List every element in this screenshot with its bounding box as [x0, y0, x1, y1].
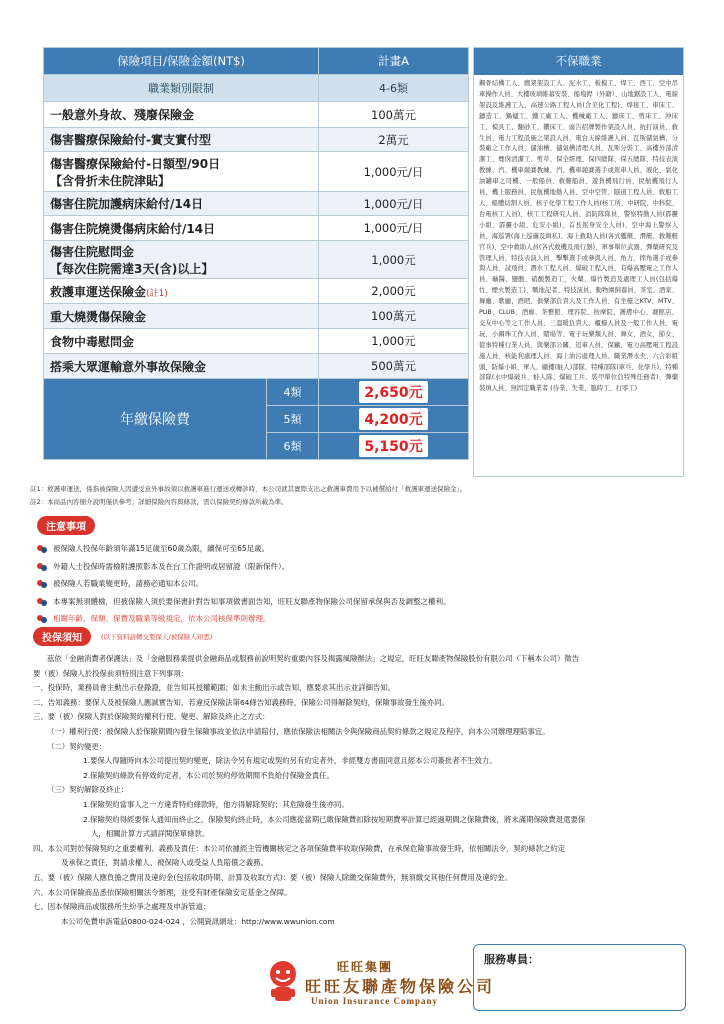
table-row — [44, 128, 469, 152]
instruction-line: 1.要保人得隨時向本公司提出契約變更，除法令另有規定或契約另有約定者外，非經雙方書面同意且經本公司簽批者不生效力。 — [83, 756, 497, 766]
premium-class: 5類 — [267, 406, 319, 433]
table-row — [44, 304, 469, 329]
service-agent-label: 服務專員： — [484, 953, 539, 966]
class-value: 4-6類 — [319, 75, 469, 102]
company-logo — [263, 958, 496, 1014]
row-amount: 1,000元 — [319, 329, 469, 354]
list-item — [37, 558, 687, 576]
notice-text: 外籍人士投保時需檢附護照影本及在台工作證明或居留證（限新保件）。 — [53, 561, 290, 571]
row-item: 重大燒燙傷保險金 — [44, 304, 319, 329]
footnote-1: 註1：救護車運送，係指被保險人因遭受意外事故須以救護車進行運送或轉診時，本公司就其實際支出之救護車費用予以補償給付「救護車運送保險金」。 — [30, 485, 467, 493]
row-amount: 500萬元 — [319, 354, 469, 379]
row-item: 傷害住院燒燙傷病床給付/14日 — [44, 216, 319, 241]
table-row — [44, 329, 469, 354]
row-item: 食物中毒慰問金 — [44, 329, 319, 354]
premium-label: 年繳保險費 — [44, 379, 267, 460]
instruction-line: 人，相關計算方式請詳閱保單條款。 — [91, 829, 210, 839]
table-row — [44, 354, 469, 379]
row-item — [44, 279, 319, 304]
row-amount: 2,000元 — [319, 279, 469, 304]
row-amount: 100萬元 — [319, 304, 469, 329]
list-item — [37, 593, 687, 611]
row-item: 傷害醫療保險給付-實支實付型 — [44, 128, 319, 152]
instruction-line: 1.保險契約當事人之一方違背特約條款時，他方得解除契約；其危險發生後亦同。 — [83, 799, 349, 809]
service-agent-box — [473, 944, 686, 1011]
premium-value — [319, 406, 469, 433]
instruction-line: （一）權利行使：被保險人於保險期間內發生保險事故並依法申請賠付，應依保險法相關法令與保險商品契約條款之規定及程序，向本公司辦理理賠事宜。 — [47, 726, 550, 736]
premium-value — [319, 379, 469, 406]
premium-class: 4類 — [267, 379, 319, 406]
instruction-line: 四、本公司對於保險契約之重要權利、義務及責任：本公司依據經主管機關核定之各項保險費率收取保險費，在承保危險事故發生時，依相關法令、契約條款之約定 — [33, 843, 566, 853]
premium-value — [319, 433, 469, 460]
logo-company-name: 旺旺友聯產物保險公司 — [305, 977, 496, 996]
list-item — [37, 610, 687, 628]
bullet-icon — [37, 545, 47, 553]
notice-text: 被保險人若職業變更時，請務必通知本公司。 — [53, 579, 203, 588]
instruction-line: 2.保險契約得經要保人通知而終止之，保險契約終止時，本公司應從當期已繳保險費扣除按短期費率計算已經過期間之保險費後，將未滿期保險費退還要保 — [83, 814, 586, 824]
instruction-line: （三）契約解除及終止： — [47, 785, 129, 795]
instruction-line: 2.保險契約條款有停效約定者，本公司於契約停效期間不負給付保險金責任。 — [83, 770, 334, 780]
row-item: 搭乘大眾運輸意外事故保險金 — [44, 354, 319, 379]
notice-text: 相關年齡、保額、保費及職業等級規定，依本公司核保準則辦理。 — [53, 614, 271, 623]
row-item — [44, 241, 319, 279]
instruction-line: 茲依「金融消費者保護法」及「金融服務業提供金融商品或服務前說明契約重要內容及揭露風險辦法」之規定，旺旺友聯產物保險股份有限公司（下稱本公司）徵告 — [47, 654, 580, 663]
instructions-body — [33, 652, 693, 929]
premium-amount: 5,150元 — [359, 435, 427, 457]
notice-title: 注意事項 — [37, 516, 95, 535]
row-amount: 1,000元 — [319, 241, 469, 279]
class-row — [44, 75, 469, 102]
premium-row — [44, 379, 469, 406]
instruction-line: 七、因本保險商品或服務所生紛爭之處理及申訴管道： — [33, 902, 211, 912]
logo-group-name: 旺旺集團 — [337, 960, 394, 974]
list-item — [37, 540, 687, 558]
mascot-icon — [263, 958, 303, 1006]
instruction-line: 一、投保時，業務員會主動出示登錄證，並告知其授權範圍；如未主動出示或告知，應要求其出示並詳細告知。 — [33, 683, 396, 693]
row-item-line2: 【每次住院需達3天(含)以上】 — [50, 261, 214, 276]
table-row — [44, 216, 469, 241]
table-row — [44, 192, 469, 216]
table-row — [44, 102, 469, 128]
notice-text: 本專案無須體檢，但被保險人須於要保書針對告知事項做書面告知，旺旺友聯產物保險公司保留承保與否及調整之權利。 — [53, 596, 451, 606]
row-item: 傷害住院加護病床給付/14日 — [44, 192, 319, 216]
instruction-line: 五、要（被）保險人應負擔之費用及違約金(包括收取時期、計算及收取方式)：要（被）保險人除繳交保險費外，無須繳交其他任何費用及違約金。 — [33, 872, 512, 882]
instruction-line: （二）契約變更： — [47, 741, 107, 751]
table-row — [44, 279, 469, 304]
instruction-line: 二、告知義務：要保人及被保險人應誠實告知，若違反保險法第64條告知義務時，保險公司得解除契約，保險事故發生後亦同。 — [33, 697, 449, 707]
row-amount: 1,000元/日 — [319, 192, 469, 216]
premium-amount: 4,200元 — [359, 408, 427, 430]
coverage-table — [43, 47, 469, 460]
row-amount: 1,000元/日 — [319, 152, 469, 192]
instruction-line: 及承保之責任，對請求權人、被保險人或受益人負賠償之義務。 — [61, 858, 268, 868]
row-item-line2: 【含骨折未住院津貼】 — [50, 173, 171, 188]
bullet-icon — [37, 563, 47, 571]
instruction-line: 三、要（被）保險人對於保險契約權利行使、變更、解除及終止之方式： — [33, 712, 270, 722]
notice-text: 被保險人投保年齡須年滿15足歲至60歲為限，續保可至65足歲。 — [53, 544, 270, 553]
instruction-line: 本公司免費申訴電話0800-024-024 ，公開資訊網址：http://www.wwunion.com — [61, 916, 335, 926]
instructions-title: 投保須知 — [33, 627, 91, 646]
instruction-line: 要（被）保險人於投保前須特別注意下列事項： — [33, 668, 189, 678]
list-item — [37, 575, 687, 593]
excluded-occupations-title: 不保職業 — [474, 48, 683, 75]
instructions-subtitle: (以下資料請轉交要保人/被保險人知悉) — [101, 633, 213, 641]
row-item — [44, 152, 319, 192]
row-amount: 2萬元 — [319, 128, 469, 152]
footnote-2: 註2：本商品內容簡介說明僅供參考；詳細保險內容與條款，需以保險契約條款所載為準。 — [30, 498, 288, 506]
header-item: 保險項目/保險金額(NT$) — [44, 48, 319, 75]
excluded-occupations-text: 鋼骨結構工人、鷹架架設工人、泥水工、板模工、焊工、西工、空中吊車操作人員、大樓玻璃帷幕安裝、船塢銲（外籍）、山地鋸設工人、電線架設及維護工人、高速公路工程人員(含美化工程)、焊接工、車床工、鑄造工、鍋爐工、鐵工廠工人、機械廠工人、鑄床工、剪床工、沖床工、模具工、翻砂工、鑽床工、廣告招牌製作架設人員、抗打演員、救生員、電力工程設施之架設人員、電台天線維護人員、瓦斯儲氣槽、分裝廠之工作人員、儲油槽、儲氣槽清理人員、瓦斯分裝工、高樓外部清潔工、煙囪清潔工、剪草、保全經理、保四總隊、保五總隊、特技表演教練、汽、機車競賽教練、汽、機車競賽選手或駕車人員、液化、氣化油罐車之司機、一般船員、救難船員、遊貨機飛行員、民航機飛行人員、機上服務員、民航機地勤人員、空中空管、隧道工程人員、救船工人、船體切割人員、核子化學工程工作人員(核工所、中研院、中科院、台電核工人員)、核工工程研究人員、消防隊隊員、警察特勤人員(霹靂小組、霹靂小組、危安小組)、首長駕身安全人員)、空中海上警察人員、海巡署(海上巡邏及緝私)、海上救助人員(各式艦艇、潛艇、救難艇官兵)、空中救助人員(各式救機及飛行器)、軍事單位武器、彈藥研究及管理人員、特技表演人員、擊擊選手或參與人員、角力、摔角選手或參與人員、試飛員、潛水工程人員、爆破工程人員、有爆高壓電之工作人員、礦醫、鹽酸、硝酸製造工、火藥、爆竹製造及處理工人員(包括爆竹、煙火製造工)、戰地記者、特技演員、動物園飼養員、茶室、酒家、舞廳、歌廳、酒吧、俱樂部負責人及工作人員、有坐檯之KTV、MTV、PUB、CLUB、酒廊、茶藝館、理容院、按摩院、護膚中心、賽館店、交友中心等之工作人員、三溫暖負責人、櫃檯人員及一般工作人員、電玩、小鋼珠工作人員、賭場等、電子玩樂類人員、舞女、酒女、節女、從事特種行業人員、與樂部公關、追車人員、保鑣、電力高壓電工程設施人員、核能利處理人員、海上油污處理人員、職業潛水夫、六合彩組頭、防爆小組、軍人、顧樓(駐人)部隊、特種部隊(車兵、化學兵)、特種部隊(水中爆破兵、蛙人隊、爆破工兵、裝甲單位負特殊任務者)、彈藥裝填人員、無固定職業者 (待業、失業、臨時工、打零工) — [479, 80, 678, 393]
bullet-icon — [37, 615, 47, 623]
row-item-text: 救護車運送保險金 — [50, 284, 147, 299]
row-item-line1: 傷害住院慰問金 — [50, 244, 135, 259]
row-item-line1: 傷害醫療保險給付-日額型/90日 — [50, 156, 221, 171]
note-marker: (註1) — [146, 288, 168, 299]
instruction-line: 六、本公司保險商品悉依保險相關法令辦理，並受有財產保險安定基金之保障。 — [33, 887, 292, 897]
excluded-occupations — [473, 47, 684, 477]
notice-list — [37, 540, 687, 628]
table-header — [44, 48, 469, 75]
row-item: 一般意外身故、殘廢保險金 — [44, 102, 319, 128]
row-amount: 1,000元/日 — [319, 216, 469, 241]
table-row — [44, 152, 469, 192]
bullet-icon — [37, 580, 47, 588]
logo-english-name: Union Insurance Company — [311, 996, 439, 1006]
table-row — [44, 241, 469, 279]
premium-class: 6類 — [267, 433, 319, 460]
header-plan: 計畫A — [319, 48, 469, 75]
row-amount: 100萬元 — [319, 102, 469, 128]
class-label: 職業類別限制 — [44, 75, 319, 102]
premium-amount: 2,650元 — [359, 381, 427, 403]
bullet-icon — [37, 598, 47, 606]
